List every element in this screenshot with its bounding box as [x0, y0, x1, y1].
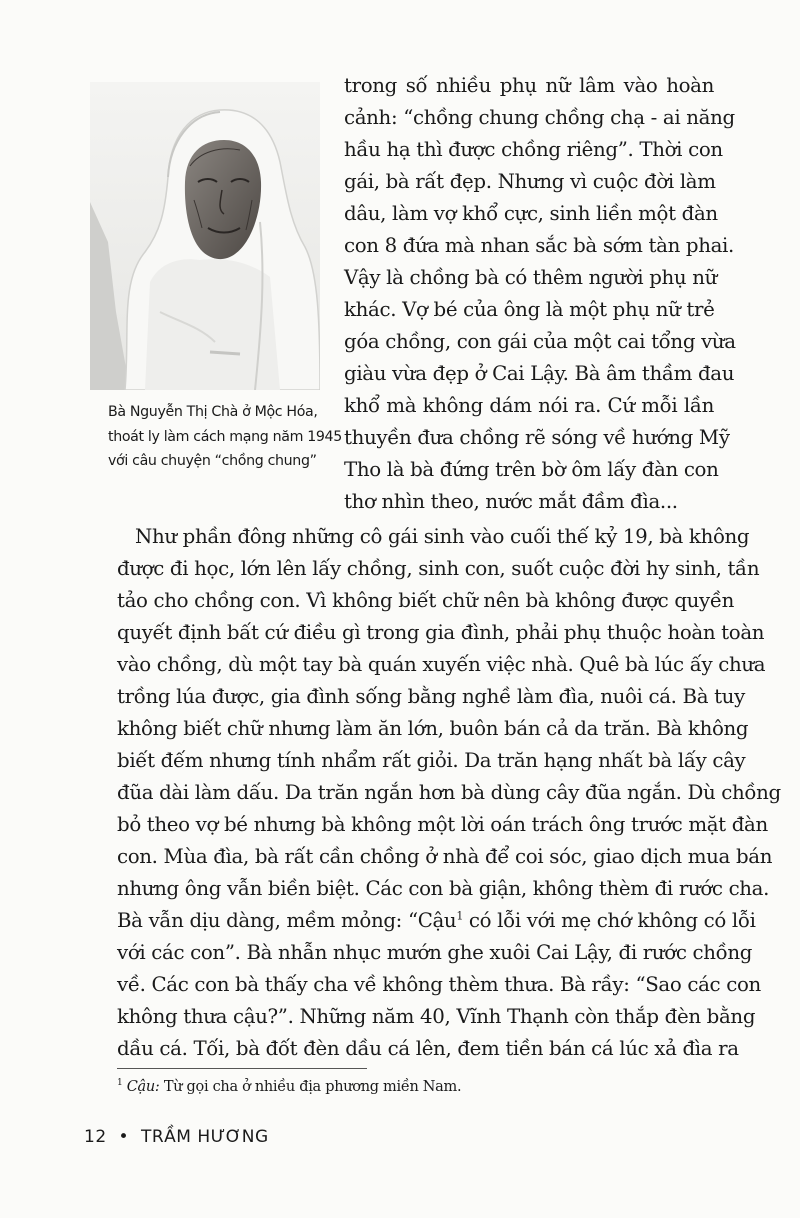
author-name: TRẦM HƯƠNG — [140, 1127, 269, 1147]
footnote — [117, 1078, 461, 1095]
portrait-illustration — [90, 82, 320, 390]
portrait-photo — [90, 82, 320, 390]
body-line: Tho là bà đứng trên bờ ôm lấy đàn con — [344, 458, 719, 481]
caption-line: Bà Nguyễn Thị Chà ở Mộc Hóa, — [108, 404, 318, 420]
body-text: có lỗi với mẹ chớ không có lỗi — [462, 909, 756, 932]
body-line: hầu hạ thì được chồng riêng”. Thời con — [344, 138, 723, 161]
body-line: Vậy là chồng bà có thêm người phụ nữ — [344, 266, 717, 289]
body-line: về. Các con bà thấy cha về không thèm thưa. Bà rầy: “Sao các con — [117, 973, 761, 996]
footnote-mark: 1 — [117, 1078, 123, 1088]
body-line: bỏ theo vợ bé nhưng bà không một lời oán trách ông trước mặt đàn — [117, 813, 768, 836]
footnote-reference[interactable]: 1 — [456, 909, 463, 923]
footnote-rule — [117, 1068, 367, 1069]
caption-line: thoát ly làm cách mạng năm 1945 — [108, 428, 342, 445]
body-line: trồng lúa được, gia đình sống bằng nghề làm đìa, nuôi cá. Bà tuy — [117, 685, 745, 708]
footer-separator: • — [118, 1127, 130, 1147]
body-line: cảnh: “chồng chung chồng chạ - ai năng — [344, 106, 735, 129]
body-line: với các con”. Bà nhẫn nhục mướn ghe xuôi Cai Lậy, đi rước chồng — [117, 941, 753, 964]
body-line: khổ mà không dám nói ra. Cứ mỗi lần — [344, 394, 714, 417]
footnote-text: Từ gọi cha ở nhiều địa phương miền Nam. — [159, 1078, 462, 1095]
body-line: được đi học, lớn lên lấy chồng, sinh con, suốt cuộc đời hy sinh, tần — [117, 557, 760, 580]
footnote-term: Cậu: — [126, 1078, 160, 1095]
caption-line: với câu chuyện “chồng chung” — [108, 453, 317, 469]
body-line: dầu cá. Tối, bà đốt đèn dầu cá lên, đem tiền bán cá lúc xả đìa ra — [117, 1037, 739, 1060]
body-line: góa chồng, con gái của một cai tổng vừa — [344, 330, 736, 353]
body-line: không biết chữ nhưng làm ăn lớn, buôn bán cả da trăn. Bà không — [117, 717, 749, 740]
body-line: thuyền đưa chồng rẽ sóng về hướng Mỹ — [344, 426, 730, 449]
page-footer — [84, 1127, 269, 1147]
body-line: Như phần đông những cô gái sinh vào cuối thế kỷ 19, bà không — [135, 525, 750, 548]
page-number: 12 — [84, 1127, 107, 1147]
body-line: không thưa cậu?”. Những năm 40, Vĩnh Thạnh còn thắp đèn bằng — [117, 1005, 756, 1028]
body-line: nhưng ông vẫn biền biệt. Các con bà giận, không thèm đi rước cha. — [117, 877, 770, 900]
body-line: dâu, làm vợ khổ cực, sinh liền một đàn — [344, 202, 718, 225]
body-line: gái, bà rất đẹp. Nhưng vì cuộc đời làm — [344, 170, 716, 193]
body-line: trong số nhiều phụ nữ lâm vào hoàn — [344, 74, 714, 97]
photo-caption — [108, 400, 342, 474]
body-line: thơ nhìn theo, nước mắt đầm đìa... — [344, 490, 678, 513]
body-line: khác. Vợ bé của ông là một phụ nữ trẻ — [344, 298, 715, 321]
body-text: Bà vẫn dịu dàng, mềm mỏng: “Cậu — [117, 909, 457, 932]
body-line: vào chồng, dù một tay bà quán xuyến việc nhà. Quê bà lúc ấy chưa — [117, 653, 766, 676]
body-line: đũa dài làm dấu. Da trăn ngắn hơn bà dùng cây đũa ngắn. Dù chồng — [117, 781, 781, 804]
body-line: con. Mùa đìa, bà rất cần chồng ở nhà để coi sóc, giao dịch mua bán — [117, 845, 773, 868]
body-line: tảo cho chồng con. Vì không biết chữ nên bà không được quyền — [117, 589, 735, 612]
body-line: biết đếm nhưng tính nhẩm rất giỏi. Da trăn hạng nhất bà lấy cây — [117, 749, 746, 772]
body-line: con 8 đứa mà nhan sắc bà sớm tàn phai. — [344, 234, 734, 257]
body-line: quyết định bất cứ điều gì trong gia đình, phải phụ thuộc hoàn toàn — [117, 621, 765, 644]
body-line-with-footnote — [117, 905, 756, 937]
body-line: giàu vừa đẹp ở Cai Lậy. Bà âm thầm đau — [344, 362, 735, 385]
